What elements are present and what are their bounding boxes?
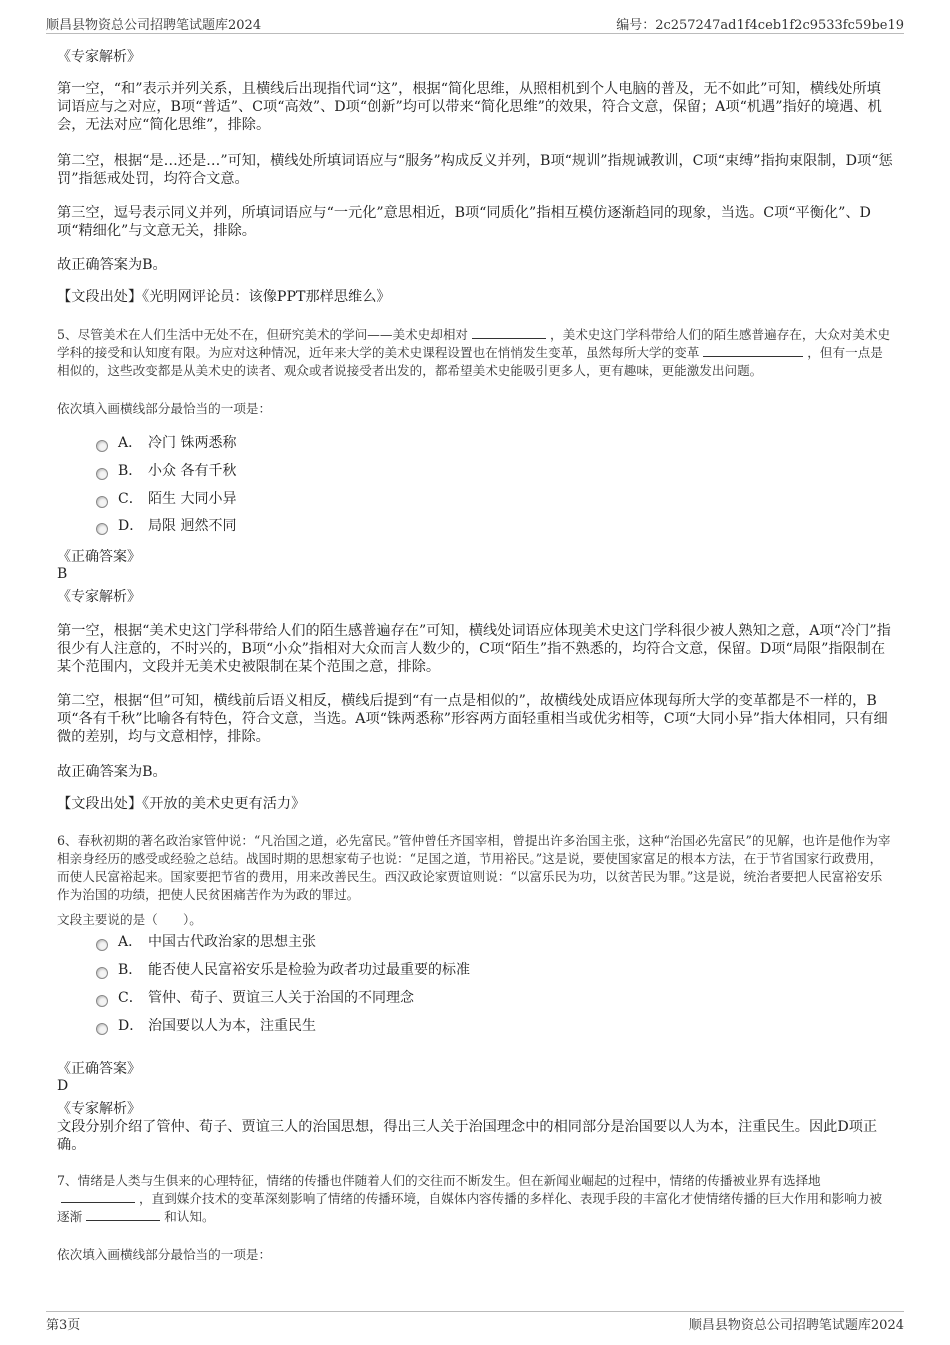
q5-stem-part3: ，但有一点是相似的，这些改变都是从美术史的读者、观众或者说接受者出发的，都希望美术史能吸引更多人，更有趣味，更能激发出问题。 bbox=[57, 345, 883, 378]
q6-option-c-key: C． bbox=[118, 990, 143, 1006]
q7-blank-1 bbox=[61, 1190, 135, 1203]
q6-option-a[interactable] bbox=[96, 933, 316, 951]
q6-stem: 6、春秋初期的著名政治家管仲说：“凡治国之道，必先富民。”管仲曾任齐国宰相，曾提出许多治国主张，这种“治国必先富民”的见解，也许是他作为宰相亲身经历的感受或经验之总结。战国时期的思想家荀子也说：“足国之道，节用裕民。”这是说，要使国家富足的根本方法，在于节省国家行政费用，而使人民富裕起来。国家要把节省的费用，用来改善民生。西汉政论家贾谊则说：“以富乐民为功，以贫苦民为罪。”这是说，统治者要把人民富裕安乐作为治国的功绩，把使人民贫困痛苦作为为政的罪过。 bbox=[57, 833, 891, 902]
q5-stem-part2: ，美术史这门学科带给人们的陌生感普遍存在，大众对美术史学科的接受和认知度有限。为应对这种情况，近年来大学的美术史课程设置也在悄悄发生变革，虽然每所大学的变革 bbox=[57, 327, 891, 360]
q6-option-d-text: 治国要以人为本，注重民生 bbox=[148, 1018, 316, 1034]
q5-instruction: 依次填入画横线部分最恰当的一项是： bbox=[57, 401, 272, 416]
q5-option-a-key: A． bbox=[118, 435, 143, 451]
q7-stem-part1: 7、情绪是人类与生俱来的心理特征，情绪的传播也伴随着人们的交往而不断发生。但在新闻业崛起的过程中，情绪的传播被业界有选择地 bbox=[57, 1173, 821, 1188]
q6-option-b[interactable] bbox=[96, 961, 470, 979]
q5-option-c[interactable] bbox=[96, 490, 236, 508]
q6-expert-label: 《专家解析》 bbox=[57, 1101, 141, 1117]
q6-option-b-text: 能否使人民富裕安乐是检验为政者功过最重要的标准 bbox=[148, 962, 470, 978]
footer-doc-title: 顺昌县物资总公司招聘笔试题库2024 bbox=[688, 1318, 904, 1333]
q6-analysis-p1: 文段分别介绍了管仲、荀子、贾谊三人的治国思想，得出三人关于治国理念中的相同部分是治国要以人为本，注重民生。因此D项正确。 bbox=[57, 1119, 878, 1153]
footer-divider bbox=[46, 1311, 904, 1312]
q5-answer: B bbox=[57, 566, 68, 582]
q5-blank-1 bbox=[472, 326, 546, 339]
footer-page-number: 第3页 bbox=[46, 1318, 81, 1333]
q7-stem-part3: 和认知。 bbox=[164, 1209, 215, 1224]
q5-option-d-key: D． bbox=[118, 518, 144, 534]
q5-option-c-key: C． bbox=[118, 491, 143, 507]
q6-answer-label: 《正确答案》 bbox=[57, 1061, 141, 1077]
q5-option-c-text: 陌生 大同小异 bbox=[148, 491, 237, 507]
q5-analysis-p2: 第二空，根据“但”可知，横线前后语义相反，横线后提到“有一点是相似的”，故横线处成语应体现每所大学的变革都是不一样的，B项“各有千秋”比喻各有特色，符合文意，当选。A项“铢两悉称”形容两方面轻重相当或优劣相等，C项“大同小异”指大体相同，只有细微的差别，均与文意相悖，排除。 bbox=[57, 693, 888, 745]
q5-expert-label: 《专家解析》 bbox=[57, 589, 141, 605]
q6-option-a-key: A． bbox=[118, 934, 143, 950]
radio-icon[interactable] bbox=[96, 939, 108, 951]
q5-analysis-p1: 第一空，根据“美术史这门学科带给人们的陌生感普遍存在”可知，横线处词语应体现美术史这门学科很少被人熟知之意，A项“冷门”指很少有人注意的，不时兴的，B项“小众”指相对大众而言人数少的，C项“陌生”指不熟悉的，均符合文意，保留。D项“局限”指限制在某个范围内，文段并无美术史被限制在某个范围之意，排除。 bbox=[57, 623, 891, 675]
q6-option-a-text: 中国古代政治家的思想主张 bbox=[148, 934, 316, 950]
radio-icon[interactable] bbox=[96, 468, 108, 480]
header-divider bbox=[46, 33, 904, 34]
radio-icon[interactable] bbox=[96, 523, 108, 535]
q6-option-d-key: D． bbox=[118, 1018, 144, 1034]
header-doc-id: 编号：2c257247ad1f4ceb1f2c9533fc59be19 bbox=[616, 18, 904, 33]
q4-source: 【文段出处】《光明网评论员：该像PPT那样思维么》 bbox=[57, 289, 391, 305]
q6-option-d[interactable] bbox=[96, 1017, 316, 1035]
q7-instruction: 依次填入画横线部分最恰当的一项是： bbox=[57, 1247, 272, 1262]
q5-answer-label: 《正确答案》 bbox=[57, 549, 141, 565]
radio-icon[interactable] bbox=[96, 496, 108, 508]
q7-stem-part2: ，直到媒介技术的变革深刻影响了情绪的传播环境，自媒体内容传播的多样化、表现手段的丰富化才使情绪传播的巨大作用和影响力被逐渐 bbox=[57, 1191, 883, 1224]
q5-option-b-text: 小众 各有千秋 bbox=[148, 463, 237, 479]
q5-blank-2 bbox=[703, 344, 803, 357]
q6-option-b-key: B． bbox=[118, 962, 143, 978]
q5-option-a-text: 冷门 铢两悉称 bbox=[148, 435, 237, 451]
q6-instruction: 文段主要说的是（ ）。 bbox=[57, 912, 202, 927]
q5-option-b[interactable] bbox=[96, 462, 236, 480]
radio-icon[interactable] bbox=[96, 440, 108, 452]
q6-option-c[interactable] bbox=[96, 989, 414, 1007]
q5-option-d[interactable] bbox=[96, 517, 236, 535]
radio-icon[interactable] bbox=[96, 967, 108, 979]
q6-option-c-text: 管仲、荀子、贾谊三人关于治国的不同理念 bbox=[148, 990, 414, 1006]
q4-expert-label: 《专家解析》 bbox=[57, 49, 141, 65]
q5-stem bbox=[57, 326, 893, 380]
q5-source: 【文段出处】《开放的美术史更有活力》 bbox=[57, 796, 306, 812]
q5-option-d-text: 局限 迥然不同 bbox=[148, 518, 237, 534]
q5-option-a[interactable] bbox=[96, 434, 236, 452]
q4-analysis-p2: 第二空，根据“是…还是…”可知，横线处所填词语应与“服务”构成反义并列，B项“规训”指规诫教训，C项“束缚”指拘束限制，D项“惩罚”指惩戒处罚，均符合文意。 bbox=[57, 153, 893, 187]
header-doc-title: 顺昌县物资总公司招聘笔试题库2024 bbox=[46, 18, 262, 33]
radio-icon[interactable] bbox=[96, 1023, 108, 1035]
q4-analysis-p3: 第三空，逗号表示同义并列，所填词语应与“一元化”意思相近，B项“同质化”指相互模仿逐渐趋同的现象，当选。C项“平衡化”、D项“精细化”与文意无关，排除。 bbox=[57, 205, 871, 239]
q4-conclusion: 故正确答案为B。 bbox=[57, 257, 167, 273]
q4-analysis-p1: 第一空，“和”表示并列关系，且横线后出现指代词“这”，根据“简化思维，从照相机到个人电脑的普及，无不如此”可知，横线处所填词语应与之对应，B项“普适”、C项“高效”、D项“创新”均可以带来“简化思维”的效果，符合文意，保留；A项“机遇”指好的境遇、机会，无法对应“简化思维”，排除。 bbox=[57, 81, 882, 133]
q5-stem-part1: 5、尽管美术在人们生活中无处不在，但研究美术的学问——美术史却相对 bbox=[57, 327, 469, 342]
q7-blank-2 bbox=[86, 1208, 160, 1221]
q5-conclusion: 故正确答案为B。 bbox=[57, 764, 167, 780]
q5-option-b-key: B． bbox=[118, 463, 143, 479]
q7-stem bbox=[57, 1172, 893, 1226]
radio-icon[interactable] bbox=[96, 995, 108, 1007]
q6-answer: D bbox=[57, 1078, 69, 1094]
